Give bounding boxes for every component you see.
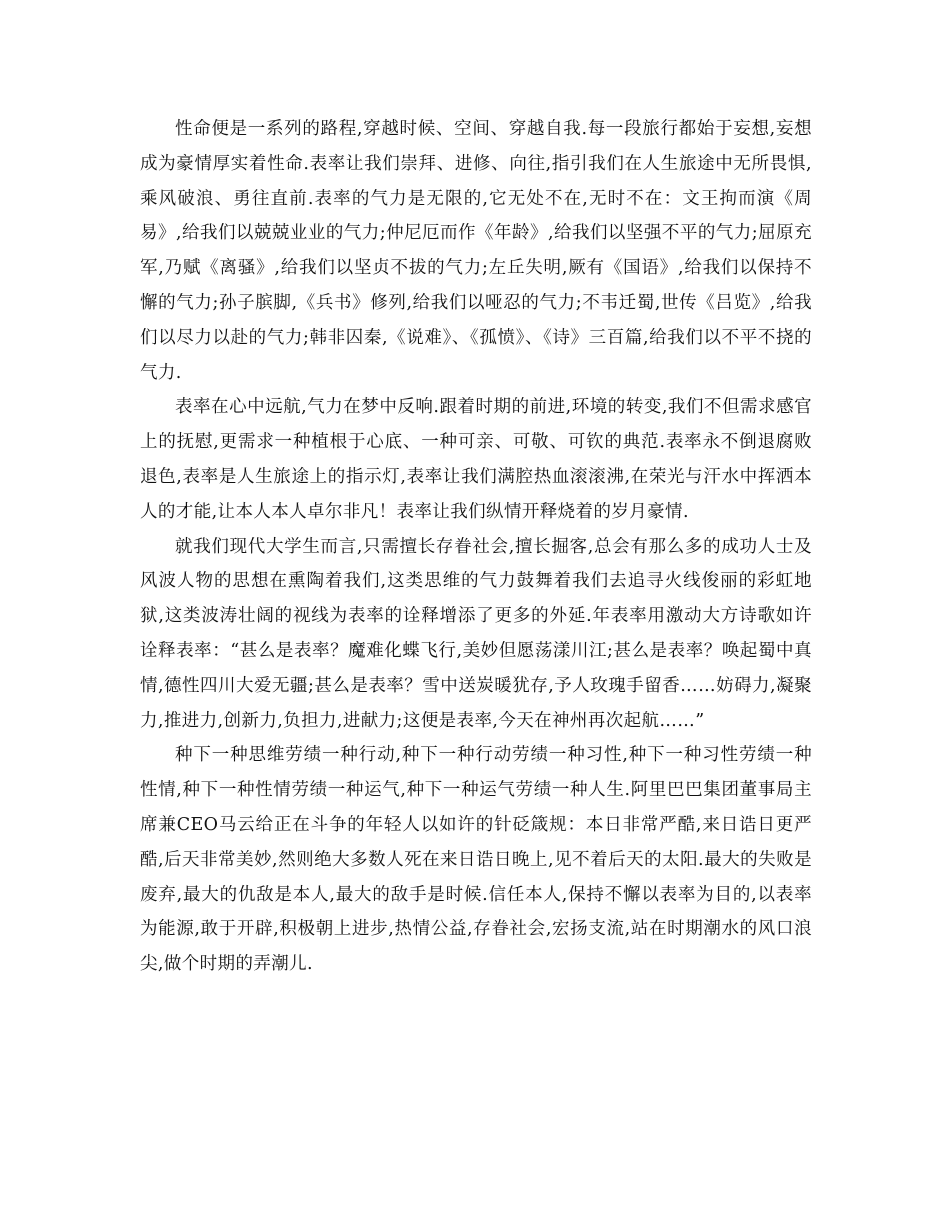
document-body [140, 112, 812, 982]
paragraph-3: 就我们现代大学生而言,只需擅长存眷社会,擅长掘客,总会有那么多的成功人士及风波人物的思想在熏陶着我们,这类思维的气力鼓舞着我们去追寻火线俊丽的彩虹地狱,这类波涛壮阔的视线为表率的诠释增添了更多的外延.年表率用激动大方诗歌如许诠释表率：“甚么是表率？魔难化蝶飞行,美妙但愿荡漾川江;甚么是表率？唤起蜀中真情,德性四川大爱无疆;甚么是表率？雪中送炭暖犹存,予人玫瑰手留香……妨碍力,凝聚力,推进力,创新力,负担力,进献力;这便是表率,今天在神州再次起航……” [140, 536, 812, 731]
paragraph-2: 表率在心中远航,气力在梦中反响.跟着时期的前进,环境的转变,我们不但需求感官上的抚慰,更需求一种植根于心底、一种可亲、可敬、可钦的典范.表率永不倒退腐败退色,表率是人生旅途上的指示灯,表率让我们满腔热血滚滚沸,在荣光与汗水中挥洒本人的才能,让本人本人卓尔非凡！表率让我们纵情开释烧着的岁月豪情. [140, 397, 812, 522]
paragraph-4: 种下一种思维劳绩一种行动,种下一种行动劳绩一种习性,种下一种习性劳绩一种性情,种下一种性情劳绩一种运气,种下一种运气劳绩一种人生.阿里巴巴集团董事局主席兼CEO马云给正在斗争的年轻人以如许的针砭箴规：本日非常严酷,来日诰日更严酷,后天非常美妙,然则绝大多数人死在来日诰日晚上,见不着后天的太阳.最大的失败是废弃,最大的仇敌是本人,最大的敌手是时候.信任本人,保持不懈以表率为目的,以表率为能源,敢于开辟,积极朝上进步,热情公益,存眷社会,宏扬支流,站在时期潮水的风口浪尖,做个时期的弄潮儿. [140, 745, 812, 975]
paragraph-1: 性命便是一系列的路程,穿越时候、空间、穿越自我.每一段旅行都始于妄想,妄想成为豪情厚实着性命.表率让我们崇拜、进修、向往,指引我们在人生旅途中无所畏惧,乘风破浪、勇往直前.表率的气力是无限的,它无处不在,无时不在：文王拘而演《周易》,给我们以兢兢业业的气力;仲尼厄而作《年龄》,给我们以坚强不平的气力;屈原充军,乃赋《离骚》,给我们以坚贞不拔的气力;左丘失明,厥有《国语》,给我们以保持不懈的气力;孙子膑脚,《兵书》修列,给我们以哑忍的气力;不韦迁蜀,世传《吕览》,给我们以尽力以赴的气力;韩非囚秦,《说难》、《孤愤》、《诗》三百篇,给我们以不平不挠的气力. [140, 119, 812, 383]
